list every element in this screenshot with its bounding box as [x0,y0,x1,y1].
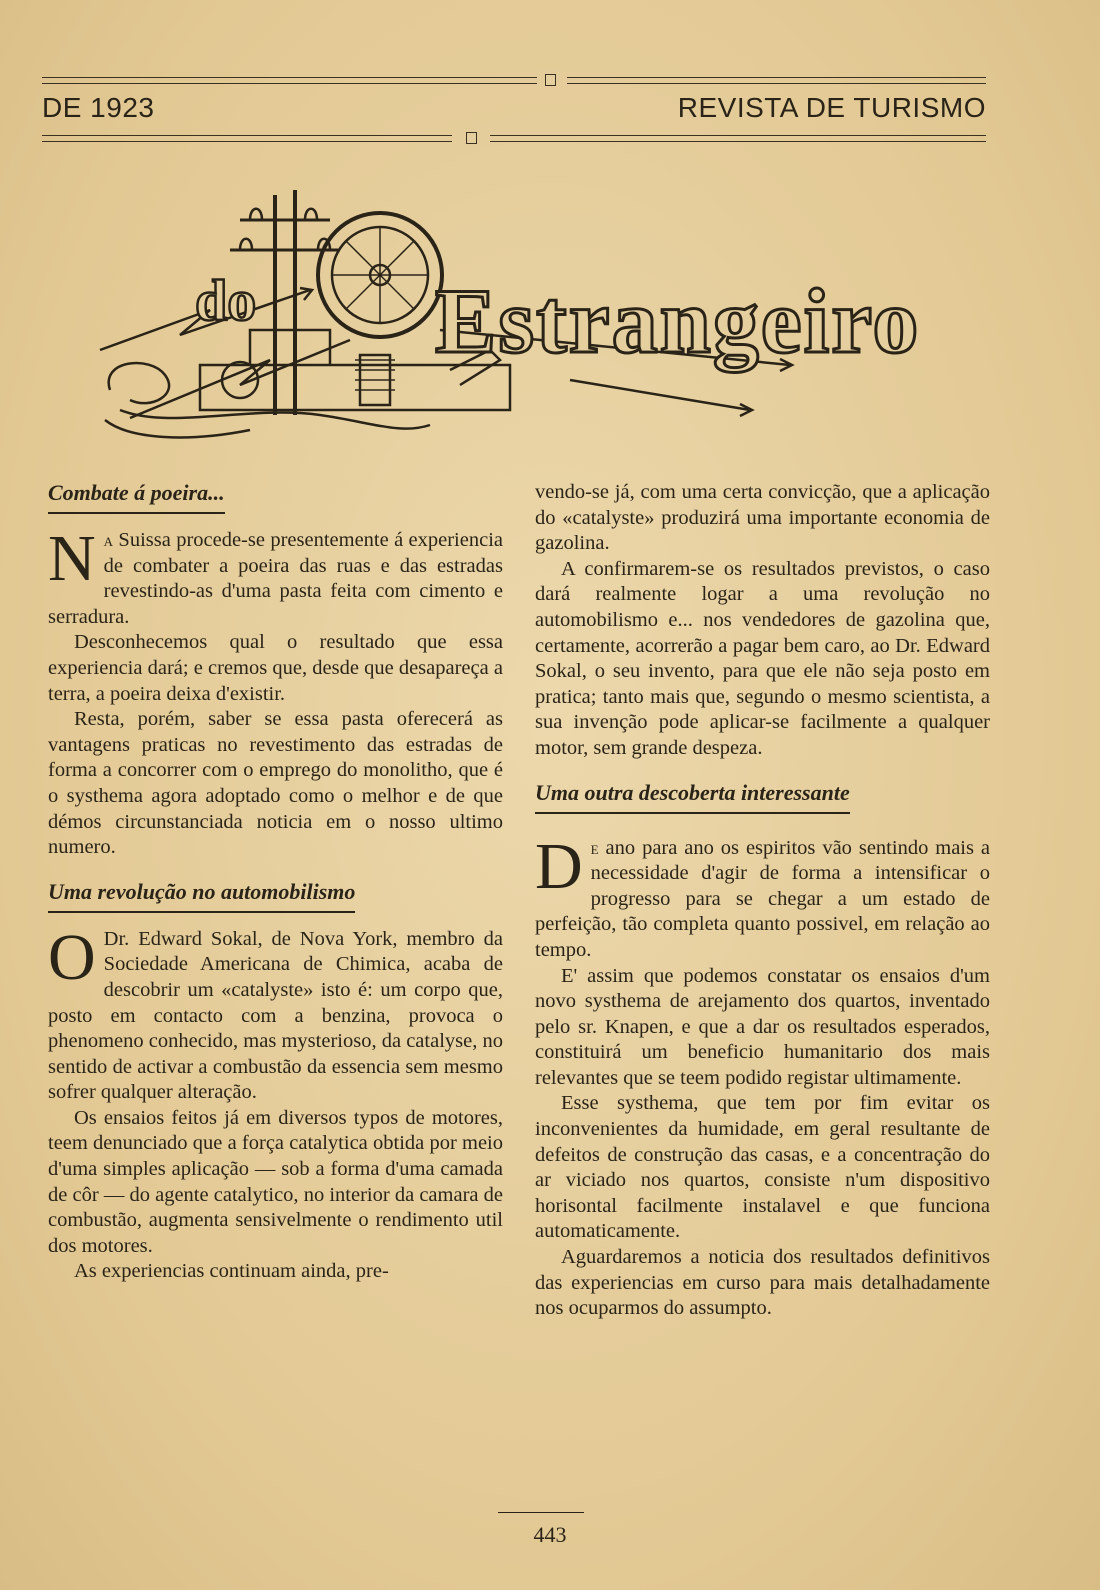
paragraph: Resta, porém, saber se essa pasta oferecerá as vantagens praticas no revestimento das estradas de forma a concorrer com o emprego do monolitho, que é o systhema agora adoptado como o melhor e de que démos circunstanciada noticia em o nosso ultimo numero. [48,708,503,859]
header-magazine-title: REVISTA DE TURISMO [677,92,986,123]
title-ornament [90,180,950,465]
title-main: Estrangeiro [435,270,921,372]
paragraph: A confirmarem-se os resultados previstos, o caso dará realmente logar a uma revolução no automobilismo e... nos vendedores de gazolina que, certamente, acorrerão a pagar bem caro, ao Dr. Edward Sokal, o seu invento, para que ele não seja posto em pratica; tanto mais que, segundo o mesmo scientista, a sua invenção pode aplicar-se facilmente a qualquer motor, sem grande despeza. [535,557,990,759]
paragraph: As experiencias continuam ainda, pre- [74,1260,389,1283]
footer-rule [498,1512,584,1513]
right-column [535,480,990,1322]
dropcap: N [48,522,96,595]
section-title-descoberta: Uma outra descoberta interessante [535,780,850,814]
section-title-poeira: Combate á poeira... [48,480,225,514]
section-title-revolucao: Uma revolução no automobilismo [48,879,355,913]
paragraph: E' assim que podemos constatar os ensaios d'um novo systhema de arejamento dos quartos, inventado pelo sr. Knapen, e que a dar os resultados esperados, constituirá um beneficio humanitario dos mais relevantes que se teem podido registar ultimamente. [535,964,990,1089]
paragraph: Na Suissa procede-se presentemente á experiencia de combater a poeira das ruas e das estradas revestindo-as d'uma pasta feita com cimento e serradura. [48,522,503,628]
ornament-square-icon [466,132,477,144]
paragraph: O Dr. Edward Sokal, de Nova York, membro da Sociedade Americana de Chimica, acaba de descobrir um «catalyste» isto é: um corpo que, posto em contacto com a benzina, provoca o phenomeno conhecido, mas mysterioso, da catalyse, no sentido de activar a combustão da essencia sem mesmo sofrer qualquer alteração. [48,920,503,1104]
paragraph: vendo-se já, com uma certa convicção, que a aplicação do «catalyste» produzirá uma importante economia de gazolina. [535,481,990,555]
dropcap: D [535,829,583,903]
left-column [48,480,503,1285]
paragraph: Esse systhema, que tem por fim evitar os inconvenientes da humidade, em geral resultante de defeitos de construção das casas, e a concentração do ar viciado nos quartos, consiste n'um dispositivo horisontal facilmente instalavel e que funciona automaticamente. [535,1092,990,1243]
paragraph: Aguardaremos a noticia dos resultados definitivos das experiencias em curso para mais detalhadamente nos ocuparmos do assumpto. [535,1246,990,1320]
page-number: 443 [533,1522,567,1547]
paragraph: De ano para ano os espiritos vão sentindo mais a necessidade d'agir de forma a intensificar o progresso para se chegar a um estado de perfeição, tão completa quanto possivel, em relação ao tempo. [535,829,990,961]
header-date: DE 1923 [42,92,155,123]
header-top-rule [42,74,986,86]
paragraph: Os ensaios feitos já em diversos typos de motores, teem denunciado que a força catalytica obtida por meio d'uma simples aplicação — sob a forma d'uma camada de côr — do agente catalytico, no interior da camara de combustão, augmenta sensivelmente o rendimento util dos motores. [48,1106,503,1257]
dropcap: O [48,920,96,994]
ornament-square-icon [545,74,556,86]
paragraph: Desconhecemos qual o resultado que essa experiencia dará; e cremos que, desde que desapareça a terra, a poeira deixa d'existir. [48,631,503,705]
title-prefix: do [195,268,257,333]
header-bottom-rule [42,132,986,144]
